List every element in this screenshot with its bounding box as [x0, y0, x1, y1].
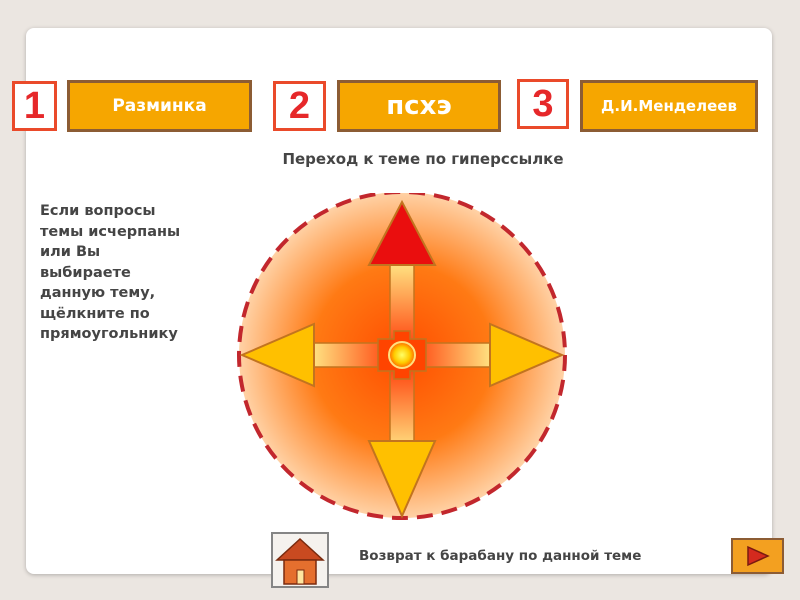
home-button[interactable] — [271, 532, 329, 588]
topic-3-number: 3 — [517, 79, 569, 129]
topic-button-pskhe[interactable]: псхэ — [337, 80, 501, 132]
topic-button-mendeleev[interactable]: Д.И.Менделеев — [580, 80, 758, 132]
hyperlink-heading: Переход к теме по гиперссылке — [282, 150, 564, 168]
play-right-icon — [745, 545, 771, 567]
home-icon — [273, 534, 327, 586]
next-button[interactable] — [731, 538, 784, 574]
return-to-wheel-text: Возврат к барабану по данной теме — [359, 548, 642, 564]
instruction-text: Если вопросы темы исчерпаны или Вы выбираете данную тему, щёлкните по прямоугольнику — [40, 203, 181, 342]
topic-2-number: 2 — [273, 81, 326, 131]
topic-1-number: 1 — [12, 81, 57, 131]
target-icon — [389, 342, 415, 368]
topic-button-warmup[interactable]: Разминка — [67, 80, 252, 132]
compass-graphic — [232, 193, 572, 525]
